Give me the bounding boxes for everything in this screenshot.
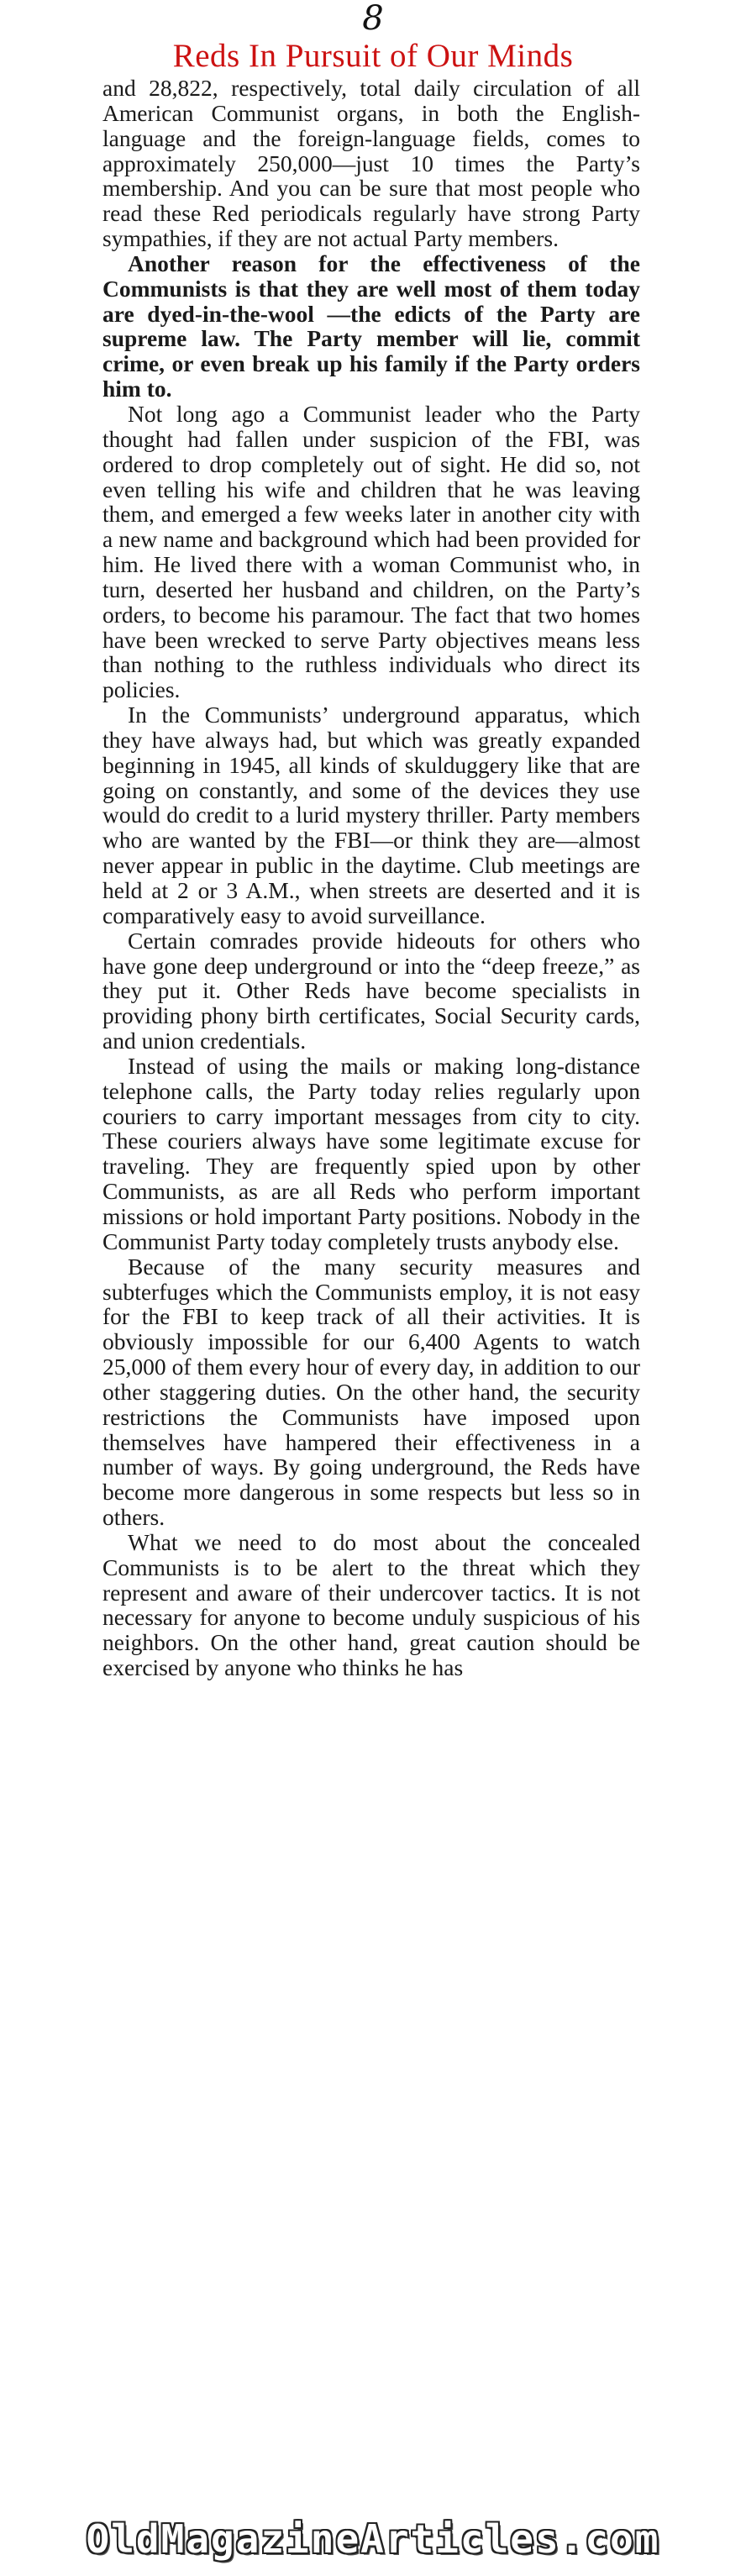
article-paragraph-2: Another reason for the effectiveness of the Communists is that they are well most of them today are dyed-in-the-wool —the edicts of the Party are supreme law. The Party member will lie, commit crime, or even break up his family if the Party orders him to. (102, 250, 640, 402)
article-paragraph-8: What we need to do most about the concealed Communists is to be alert to the threat which they represent and aware of their undercover tactics. It is not necessary for anyone to become unduly suspicious of his neighbors. On the other hand, great caution should be exercised by anyone who thinks he has (102, 1528, 640, 1681)
article-paragraph-5: Certain comrades provide hideouts for others who have gone deep underground or into the “deep freeze,” as they put it. Other Reds have become specialists in providing phony birth certificates, Social Security cards, and union credentials. (102, 927, 640, 1054)
article-paragraph-4: In the Communists’ underground apparatus, which they have always had, but which was greatly expanded beginning in 1945, all kinds of skulduggery like that are going on constantly, and some of the devices they use would do credit to a lurid mystery thriller. Party members who are wanted by the FBI—or think they are—almost never appear in public in the daytime. Club meetings are held at 2 or 3 A.M., when streets are deserted and it is comparatively easy to avoid surveillance. (102, 702, 640, 928)
article-paragraph-1: and 28,822, respectively, total daily circulation of all American Communist organs, in both the English-language and the foreign-language fields, comes to approximately 250,000—just 10 times the Party’s membership. And you can be sure that most people who read these Red periodicals regularly have strong Party sympathies, if they are not actual Party members. (102, 75, 640, 252)
article-paragraph-3: Not long ago a Communist leader who the Party thought had fallen under suspicion of the FBI, was ordered to drop completely out of sight. He did so, not even telling his wife and children that he was leaving them, and emerged a few weeks later in another city with a new name and background which had been provided for him. He lived there with a woman Communist who, in turn, deserted her husband and children, on the Party’s orders, to become his paramour. The fact that two homes have been wrecked to serve Party objectives means less than nothing to the ruthless individuals who direct its policies. (102, 400, 640, 703)
article-title: Reds In Pursuit of Our Minds (172, 38, 574, 74)
site-wordmark: OldMagazineArticles.com (86, 2516, 660, 2562)
article-paragraph-6: Instead of using the mails or making long-distance telephone calls, the Party today relies regularly upon couriers to carry important messages from city to city. These couriers always have some legitimate excuse for traveling. They are frequently spied upon by other Communists, as are all Reds who perform important missions or hold important Party positions. Nobody in the Communist Party today completely trusts anybody else. (102, 1052, 640, 1254)
page-number: 8 (362, 0, 384, 38)
article-paragraph-7: Because of the many security measures and subterfuges which the Communists employ, it is not easy for the FBI to keep track of all their activities. It is obviously impossible for our 6,400 Agents to watch 25,000 of them every hour of every day, in addition to our other staggering duties. On the other hand, the security restrictions the Communists have imposed upon themselves have hampered their effectiveness in a number of ways. By going underground, the Reds have become more dangerous in some respects but less so in others. (102, 1253, 640, 1531)
article-body (102, 76, 640, 1680)
